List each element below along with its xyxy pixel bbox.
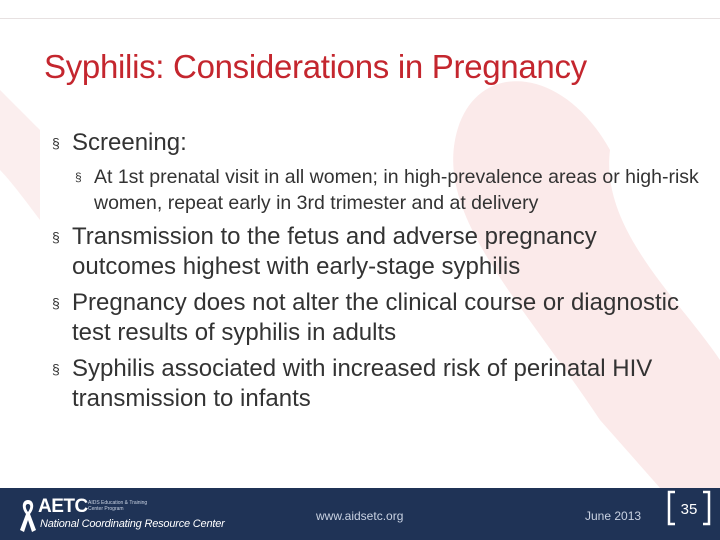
bullet-item [52,354,702,414]
bullet-text: Transmission to the fetus and adverse pregnancy outcomes highest with early-stage syphilis [72,223,597,280]
bullet-item [52,288,702,348]
logo-subtitle: AIDS Education & Training Center Program [88,500,148,512]
bullet-marker: § [52,229,60,245]
footer-date: June 2013 [585,509,642,523]
title-divider [0,18,720,19]
footer-bar [0,488,720,540]
bullet-marker: § [52,135,60,151]
ribbon-icon [18,496,38,534]
logo-center-name: National Coordinating Resource Center [40,518,225,530]
website-url: www.aidsetc.org [316,509,404,523]
page-number: 35 [680,501,698,518]
bullet-marker: § [52,361,60,377]
bullet-marker: § [75,170,82,184]
bullet-text: Pregnancy does not alter the clinical course or diagnostic test results of syphilis in adults [72,289,680,346]
logo-title: AETC [38,496,88,517]
bullet-text: At 1st prenatal visit in all women; in high-prevalence areas or high-risk women, repeat early in 3rd trimester and at delivery [94,166,699,214]
bullet-item [52,222,702,282]
aetc-logo [18,496,225,534]
sub-bullet-item [75,164,702,216]
bullet-list [52,128,702,420]
bullet-text: Syphilis associated with increased risk of perinatal HIV transmission to infants [72,355,653,412]
bullet-marker: § [52,295,60,311]
slide-title: Syphilis: Considerations in Pregnancy [44,48,587,85]
bullet-item [52,128,702,158]
bullet-text: Screening: [72,129,187,156]
